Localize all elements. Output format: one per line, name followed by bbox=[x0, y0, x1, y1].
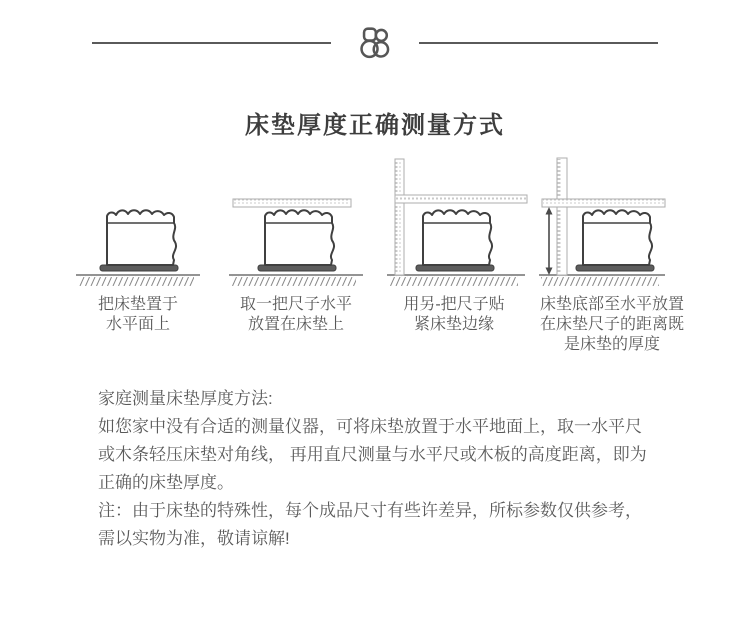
instruction-line: 或木条轻压床垫对角线， 再用直尺测量与水平尺或木板的高度距离，即为 bbox=[98, 445, 647, 464]
mattress bbox=[100, 210, 178, 271]
figure-step-3 bbox=[375, 157, 533, 355]
figure-caption-line: 床垫底部至水平放置 bbox=[539, 296, 684, 313]
divider-line-right bbox=[419, 42, 658, 44]
page-title: 床垫厚度正确测量方式 bbox=[245, 112, 505, 139]
step4-mattress-illustration bbox=[537, 157, 687, 292]
figure-caption-line: 放置在床垫上 bbox=[247, 316, 344, 333]
figure-caption-line: 水平面上 bbox=[105, 316, 170, 333]
ground bbox=[539, 275, 665, 286]
figure-step-1 bbox=[59, 157, 217, 355]
figure-caption-line: 把床垫置于 bbox=[97, 296, 178, 313]
figure-caption bbox=[240, 295, 352, 335]
figure-caption-line: 用另-把尺子贴 bbox=[403, 296, 505, 313]
instruction-line: 正确的床垫厚度。 bbox=[98, 473, 234, 492]
figure-caption bbox=[403, 295, 504, 335]
step1-mattress-illustration bbox=[63, 157, 213, 292]
mattress bbox=[576, 210, 654, 271]
instruction-line-note: 注：由于床垫的特殊性，每个成品尺寸有些许差异，所标参数仅供参考， bbox=[98, 501, 642, 520]
instruction-line-heading: 家庭测量床垫厚度方法: bbox=[98, 389, 273, 408]
horizontal-ruler bbox=[395, 195, 527, 203]
mattress bbox=[416, 210, 494, 271]
mattress bbox=[258, 210, 336, 271]
instruction-line-note: 需以实物为准，敬请谅解! bbox=[98, 529, 290, 548]
instructions-text bbox=[98, 385, 662, 553]
figures-row bbox=[0, 157, 750, 355]
ground bbox=[229, 275, 363, 286]
vertical-ruler bbox=[395, 159, 404, 275]
header-divider bbox=[0, 0, 750, 59]
figure-caption bbox=[98, 295, 178, 335]
figure-caption-line: 取一把尺子水平 bbox=[239, 296, 352, 313]
figure-caption-line: 紧床垫边缘 bbox=[413, 316, 494, 333]
horizontal-ruler bbox=[233, 199, 351, 207]
vertical-ruler bbox=[557, 158, 567, 275]
thickness-arrow bbox=[546, 207, 553, 275]
brand-logo-icon bbox=[358, 27, 392, 59]
horizontal-ruler bbox=[542, 199, 665, 207]
ground bbox=[76, 275, 200, 286]
step3-mattress-illustration bbox=[379, 157, 529, 292]
figure-step-2 bbox=[217, 157, 375, 355]
divider-line-left bbox=[92, 42, 331, 44]
figure-caption-line: 是床垫的厚度 bbox=[563, 336, 660, 353]
ground bbox=[387, 275, 525, 286]
step2-mattress-illustration bbox=[221, 157, 371, 292]
figure-caption bbox=[540, 295, 684, 355]
instruction-line: 如您家中没有合适的测量仪器，可将床垫放置于水平地面上，取一水平尺 bbox=[98, 417, 642, 436]
figure-step-4 bbox=[533, 157, 691, 355]
figure-caption-line: 在床垫尺子的距离既 bbox=[539, 316, 684, 333]
